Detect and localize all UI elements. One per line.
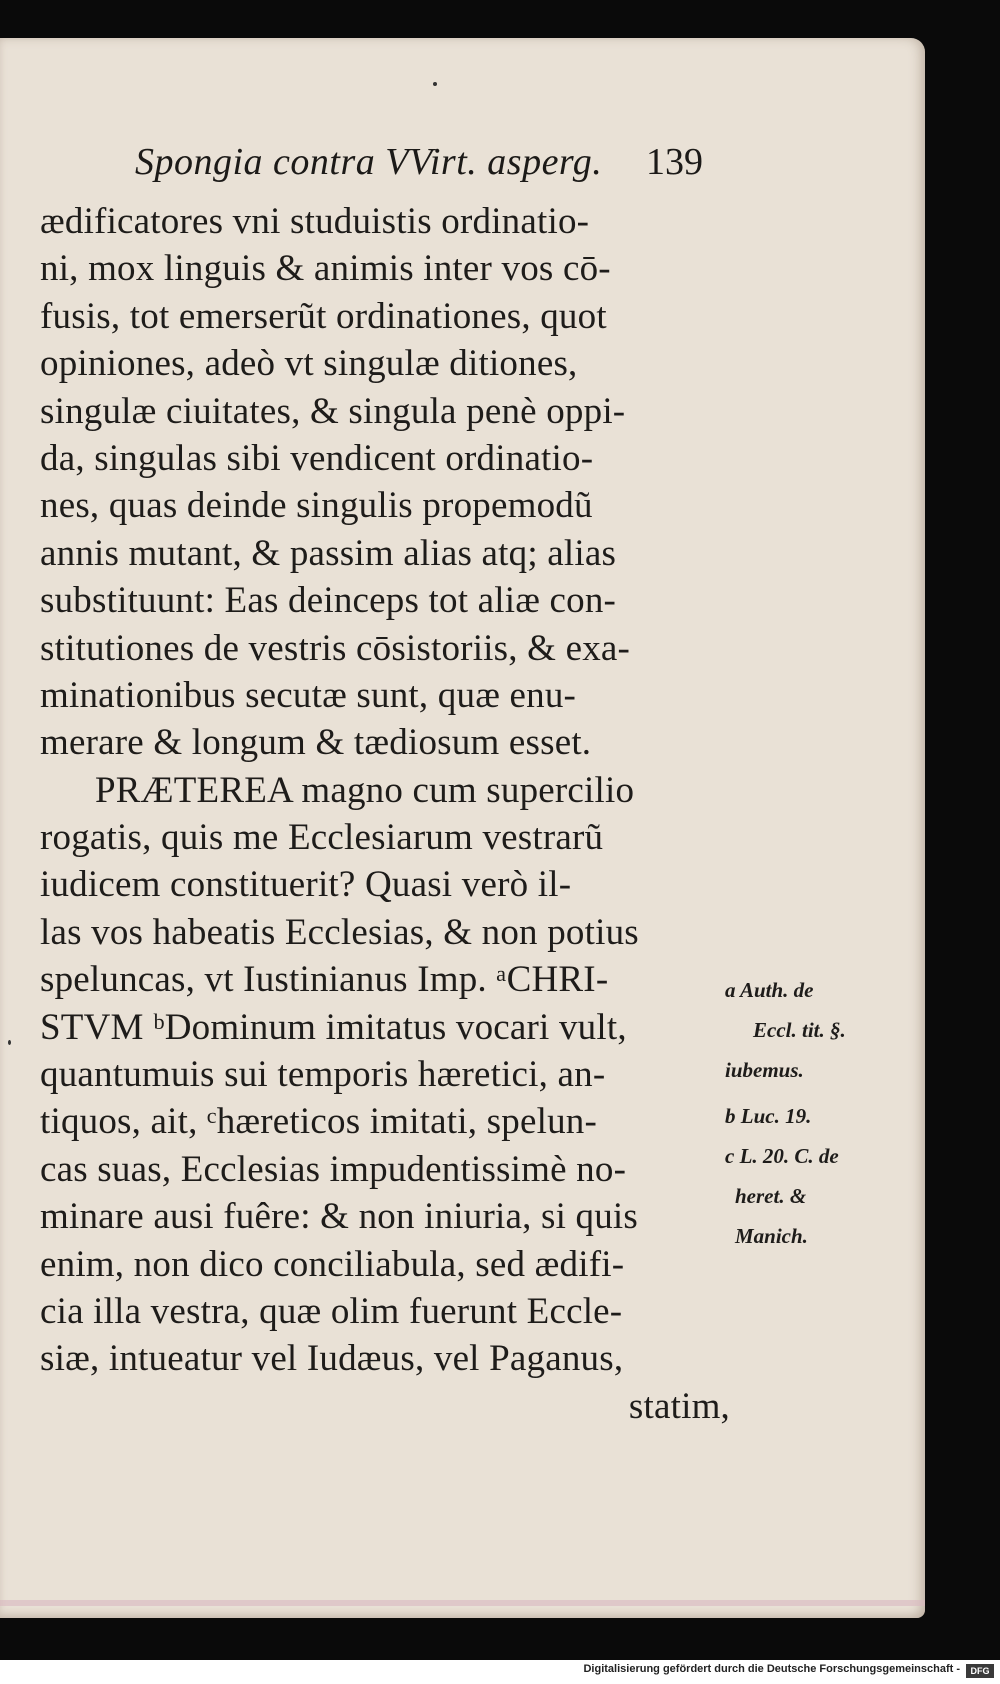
marginal-note: a Auth. de [725, 978, 814, 1002]
ink-speck [8, 1040, 11, 1045]
text-line: ædificatores vni studuistis ordinatio- [40, 201, 590, 242]
running-head [135, 140, 725, 200]
text-line: cia illa vestra, quæ olim fuerunt Eccle- [40, 1290, 623, 1332]
text-line: cas suas, Ecclesias impudentissimè no- [40, 1148, 627, 1190]
marginal-note: Eccl. tit. §. [753, 1018, 846, 1042]
marginal-note: heret. & [735, 1184, 807, 1208]
marginal-notes [725, 970, 925, 1256]
text-line: STVM ᵇDominum imitatus vocari vult, [40, 1006, 627, 1048]
text-line: opiniones, adeò vt singulæ ditiones, [40, 343, 578, 385]
text-line: minare ausi fuêre: & non iniuria, si quis [40, 1196, 639, 1238]
text-line: merare & longum & tædiosum esset. [40, 722, 592, 764]
marginal-note: c L. 20. C. de [725, 1144, 839, 1168]
text-line: las vos habeatis Ecclesias, & non potius [40, 911, 639, 953]
text-line: nes, quas deinde singulis propemodũ [40, 485, 593, 527]
catchword: statim, [628, 1385, 730, 1427]
ink-speck [433, 82, 437, 86]
text-line: rogatis, quis me Ecclesiarum vestrarũ [40, 817, 604, 859]
digitization-footer [0, 1660, 1000, 1684]
text-line: fusis, tot emerserũt ordinationes, quot [40, 295, 607, 337]
text-line: enim, non dico conciliabula, sed ædifi- [40, 1243, 625, 1285]
marginal-note: Manich. [735, 1224, 808, 1248]
text-line: annis mutant, & passim alias atq; alias [40, 532, 617, 574]
marginal-note: iubemus. [725, 1058, 804, 1082]
text-line: speluncas, vt Iustinianus Imp. ᵃCHRI- [40, 959, 609, 1001]
text-line: siæ, intueatur vel Iudæus, vel Paganus, [40, 1338, 624, 1380]
dfg-logo-icon: DFG [966, 1664, 994, 1678]
text-line: singulæ ciuitates, & singula penè oppi- [40, 390, 626, 432]
text-line: quantumuis sui temporis hæretici, an- [40, 1054, 606, 1096]
footer-credit: Digitalisierung gefördert durch die Deutsche Forschungsgemeinschaft - [583, 1663, 960, 1675]
running-head-title: Spongia contra VVirt. asperg. [135, 141, 603, 183]
page-bottom-edge [0, 1600, 925, 1606]
body-text [40, 198, 740, 1430]
text-line: minationibus secutæ sunt, quæ enu- [40, 674, 577, 716]
marginal-note: b Luc. 19. [725, 1104, 812, 1128]
text-line-paragraph-start: PRÆTEREA magno cum supercilio [95, 769, 635, 811]
text-line: ni, mox linguis & animis inter vos cō- [40, 248, 611, 290]
text-line: tiquos, ait, ᶜhæreticos imitati, spelun- [40, 1101, 597, 1143]
page-number: 139 [646, 141, 703, 183]
text-line: stitutiones de vestris cōsistoriis, & exa- [40, 627, 631, 669]
text-line: iudicem constituerit? Quasi verò il- [40, 864, 572, 906]
text-line: da, singulas sibi vendicent ordinatio- [40, 437, 594, 479]
text-line: substituunt: Eas deinceps tot aliæ con- [40, 580, 617, 622]
